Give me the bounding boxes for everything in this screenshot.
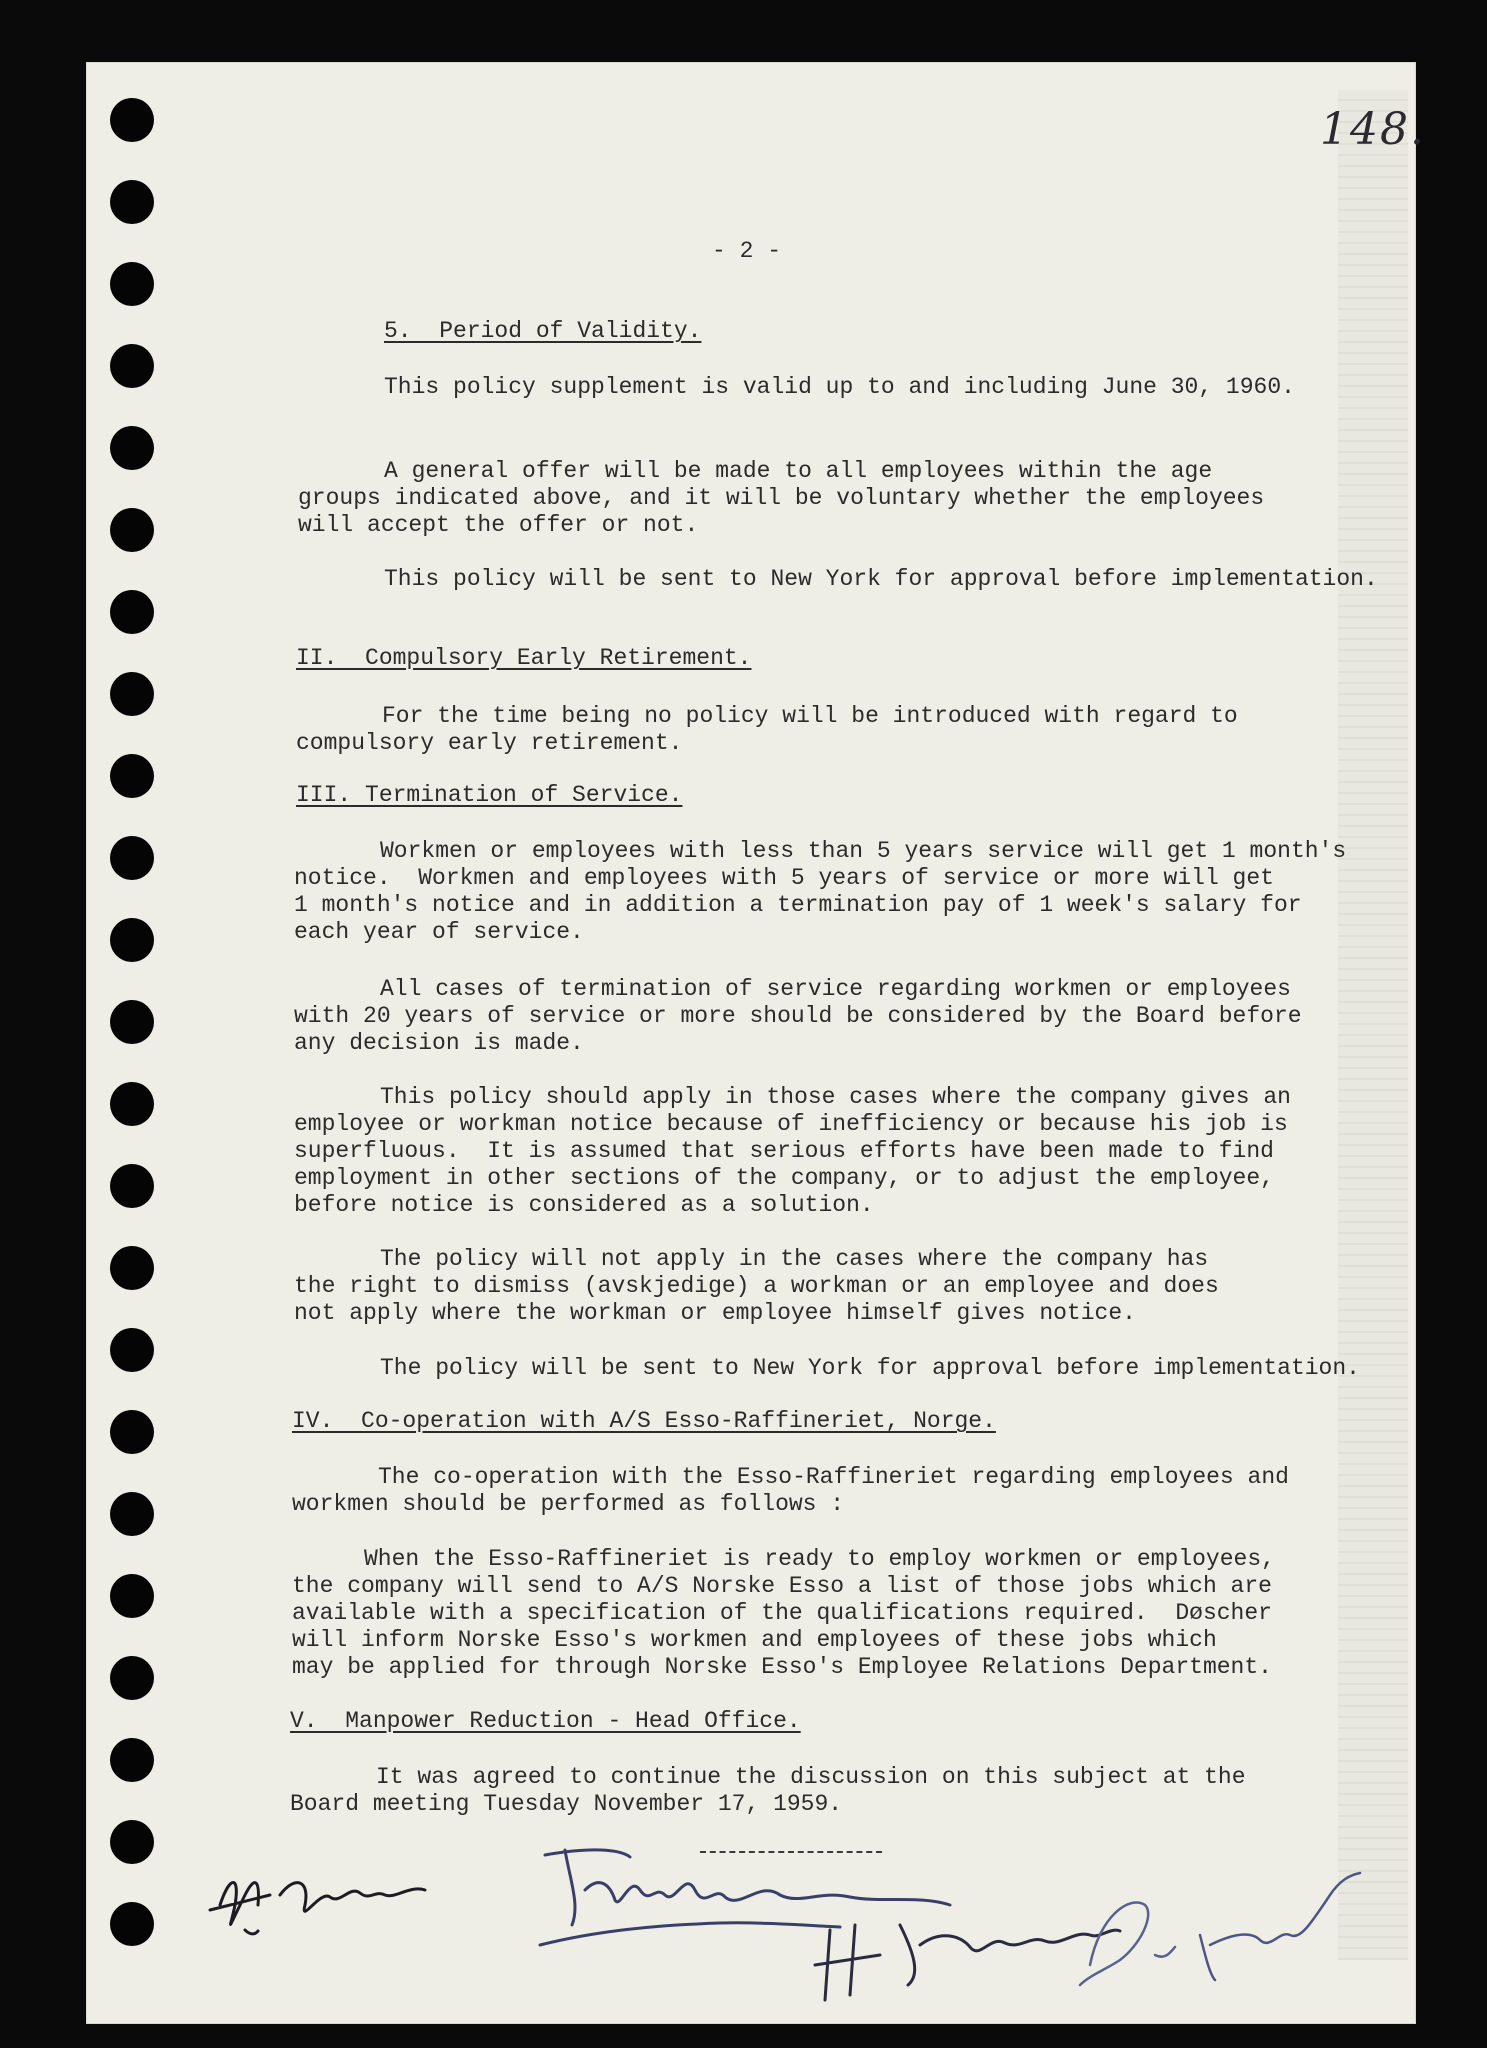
signature-3 bbox=[815, 1925, 1120, 2000]
binder-hole bbox=[110, 426, 154, 470]
binder-hole bbox=[110, 1164, 154, 1208]
section-heading: V. Manpower Reduction - Head Office. bbox=[290, 1708, 801, 1734]
signature-5 bbox=[1200, 1873, 1360, 1980]
signature-2 bbox=[540, 1850, 950, 1945]
binder-hole bbox=[110, 1000, 154, 1044]
binder-hole bbox=[110, 344, 154, 388]
binder-hole bbox=[110, 590, 154, 634]
signatures bbox=[200, 1835, 1400, 2005]
paragraph: The policy will be sent to New York for approval before implementation. bbox=[380, 1355, 1360, 1381]
paragraph: A general offer will be made to all employees within the age groups indicated above, and it will be voluntary whether the employees will accept the offer or not. bbox=[298, 458, 1265, 538]
binder-hole bbox=[110, 1656, 154, 1700]
binder-hole bbox=[110, 1246, 154, 1290]
binder-hole bbox=[110, 1082, 154, 1126]
paragraph: This policy should apply in those cases where the company gives an employee or workman notice because of inefficiency or because his job is superfluous. It is assumed that serious efforts have been made to find employment in other sections of the company, or to adjust the employee, before notice is considered as a solution. bbox=[294, 1084, 1291, 1218]
section-heading: II. Compulsory Early Retirement. bbox=[296, 645, 752, 671]
paragraph: When the Esso-Raffineriet is ready to employ workmen or employees, the company will send to A/S Norske Esso a list of those jobs which are available with a specification of the qualifications required. Døscher will inform Norske Esso's workmen and employees of these jobs which may be applied for through Norske Esso's Employee Relations Department. bbox=[292, 1546, 1275, 1680]
section-heading: IV. Co-operation with A/S Esso-Raffineriet, Norge. bbox=[292, 1408, 996, 1434]
signature-1 bbox=[210, 1883, 425, 1934]
page-edge-stack bbox=[1338, 90, 1408, 1960]
signature-4 bbox=[1080, 1903, 1175, 1986]
binder-hole bbox=[110, 1820, 154, 1864]
paragraph: All cases of termination of service regarding workmen or employees with 20 years of service or more should be considered by the Board before any decision is made. bbox=[294, 976, 1302, 1056]
binder-hole bbox=[110, 180, 154, 224]
binder-hole bbox=[110, 836, 154, 880]
binder-hole bbox=[110, 1574, 154, 1618]
binder-hole bbox=[110, 262, 154, 306]
handwritten-page-number: 148. bbox=[1320, 104, 1426, 155]
binder-hole bbox=[110, 918, 154, 962]
binder-hole bbox=[110, 754, 154, 798]
binder-hole bbox=[110, 1328, 154, 1372]
paragraph: It was agreed to continue the discussion on this subject at the Board meeting Tuesday November 17, 1959. bbox=[290, 1764, 1246, 1817]
paragraph: The co-operation with the Esso-Raffineriet regarding employees and workmen should be performed as follows : bbox=[292, 1464, 1289, 1517]
paragraph: This policy supplement is valid up to and including June 30, 1960. bbox=[384, 374, 1295, 400]
paragraph: This policy will be sent to New York for approval before implementation. bbox=[384, 566, 1378, 592]
binder-hole bbox=[110, 672, 154, 716]
paragraph: Workmen or employees with less than 5 years service will get 1 month's notice. Workmen and employees with 5 years of service or more will get 1 month's notice and in addition a termination pay of 1 week's salary for each year of service. bbox=[294, 838, 1347, 945]
binder-hole bbox=[110, 1902, 154, 1946]
section-heading: III. Termination of Service. bbox=[296, 782, 683, 808]
binder-hole bbox=[110, 1492, 154, 1536]
paragraph: The policy will not apply in the cases where the company has the right to dismiss (avskjedige) a workman or an employee and does not apply where the workman or employee himself gives notice. bbox=[294, 1246, 1219, 1326]
paragraph: For the time being no policy will be introduced with regard to compulsory early retirement. bbox=[296, 703, 1238, 756]
section-heading: 5. Period of Validity. bbox=[384, 318, 702, 344]
binder-hole bbox=[110, 1738, 154, 1782]
page-number: - 2 - bbox=[712, 238, 782, 264]
binder-hole bbox=[110, 1410, 154, 1454]
binder-hole bbox=[110, 98, 154, 142]
binder-hole bbox=[110, 508, 154, 552]
